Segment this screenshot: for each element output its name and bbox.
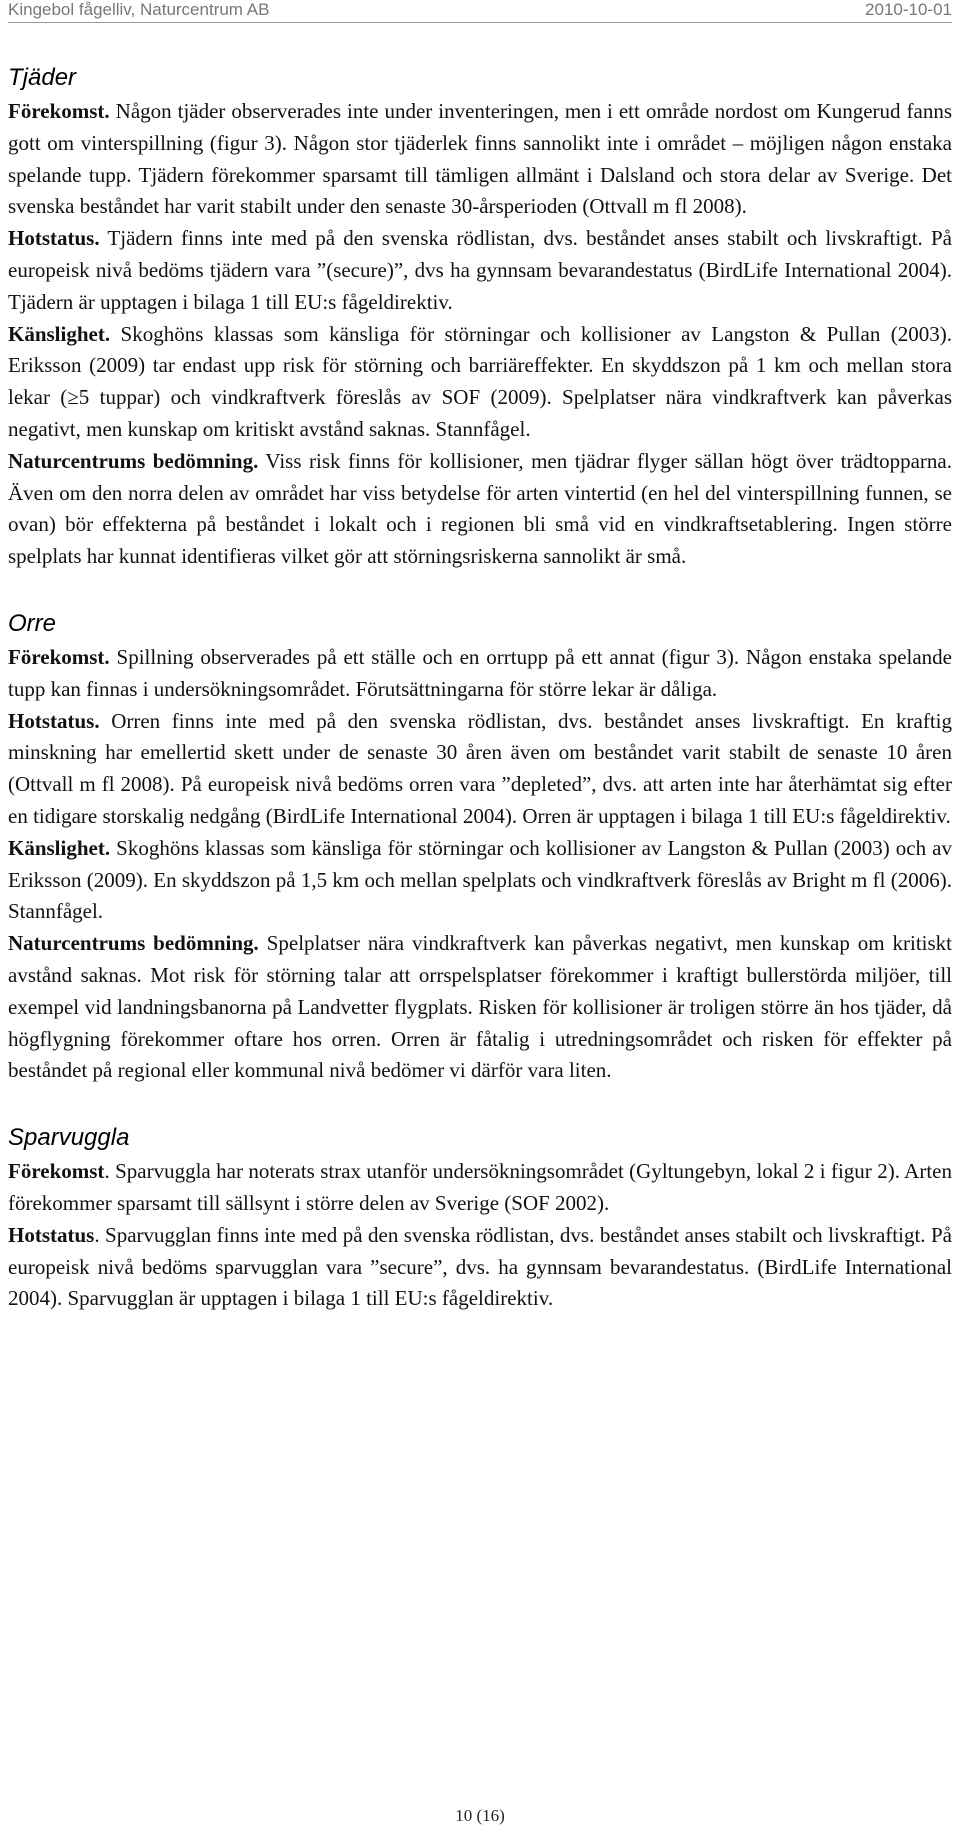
paragraph-label: Förekomst. [8, 99, 110, 123]
paragraph-label: Hotstatus. [8, 708, 100, 733]
paragraph-forekomst [8, 1156, 952, 1220]
document-body [8, 62, 952, 1350]
paragraph-label: Hotstatus. [8, 226, 100, 251]
paragraph-text: . Sparvuggla har noterats strax utanför undersökningsområdet (Gyltungebyn, lokal 2 i figur 2). Arten förekommer sparsamt till sällsynt i större delen av Sverige (SOF 2002). [8, 1159, 952, 1215]
page-header [8, 0, 952, 23]
paragraph-hotstatus [8, 706, 952, 833]
paragraph-text: Spillning observerades på ett ställe och en orrtupp på ett annat (figur 3). Någon enstaka spelande tupp kan finnas i undersökningsområdet. Förutsättningarna för större lekar är dåliga. [8, 644, 952, 701]
paragraph-label: Förekomst. [8, 644, 110, 669]
paragraph-kanslighet [8, 319, 952, 446]
paragraph-text: Tjädern finns inte med på den svenska rödlistan, dvs. beståndet anses stabilt och livskraftigt. På europeisk nivå bedöms tjädern vara ”(secure)”, dvs ha gynnsam bevarandestatus (BirdLife International 2004). Tjädern är upptagen i bilaga 1 till EU:s fågeldirektiv. [8, 226, 952, 314]
paragraph-hotstatus [8, 1220, 952, 1315]
paragraph-hotstatus [8, 223, 952, 318]
paragraph-kanslighet [8, 833, 952, 928]
paragraph-text: Skoghöns klassas som känsliga för störningar och kollisioner av Langston & Pullan (2003) och av Eriksson (2009). En skyddszon på 1,5 km och mellan spelplats och vindkraftverk föreslås av Bright m fl (2006). Stannfågel. [8, 835, 952, 924]
page-number: 10 (16) [455, 1806, 505, 1825]
paragraph-label: Hotstatus [8, 1222, 95, 1247]
section-sparvuggla [8, 1122, 952, 1315]
paragraph-label: Förekomst [8, 1159, 105, 1184]
section-title: Sparvuggla [8, 1124, 130, 1152]
paragraph-label: Naturcentrums bedömning. [8, 931, 259, 956]
paragraph-label: Naturcentrums bedömning. [8, 448, 259, 473]
paragraph-label: Känslighet. [8, 835, 111, 860]
paragraph-text: Spelplatser nära vindkraftverk kan påverkas negativt, men kunskap om kritiskt avstånd saknas. Mot risk för störning talar att orrspelsplatser förekommer i kraftigt bullerstörda miljöer, till exempel vid landningsbanorna på Landvetter flygplats. Risken för kollisioner är troligen större än hos tjäder, då högflygning förekommer oftare hos orren. Orren är fåtalig i utredningsområdet och risken för effekter på beståndet på regional eller kommunal nivå bedömer vi därför vara liten. [8, 931, 952, 1083]
paragraph-forekomst [8, 96, 952, 223]
paragraph-label: Känslighet. [8, 321, 111, 346]
paragraph-forekomst [8, 642, 952, 706]
paragraph-bedomning [8, 446, 952, 573]
section-tjader [8, 62, 952, 573]
paragraph-text: Viss risk finns för kollisioner, men tjädrar flyger sällan högt över trädtopparna. Även om den norra delen av området har viss betydelse för arten vintertid (en hel del vinterspillning funnen, se ovan) bör effekterna på beståndet i lokalt och i regionen bli små vid en vindkraftsetablering. Ingen större spelplats har kunnat identifieras vilket gör att störningsriskerna sannolikt är små. [8, 448, 952, 569]
paragraph-text: Någon tjäder observerades inte under inventeringen, men i ett område nordost om Kungerud fanns gott om vinterspillning (figur 3). Någon stor tjäderlek finns sannolikt inte i området – möjligen någon enstaka spelande tupp. Tjädern förekommer sparsamt till tämligen allmänt i Dalsland och stora delar av Sverige. Det svenska beståndet har varit stabilt under den senaste 30-årsperioden (Ottvall m fl 2008). [8, 99, 952, 219]
paragraph-text: Orren finns inte med på den svenska rödlistan, dvs. beståndet anses livskraftigt. En kraftig minskning har emellertid skett under de senaste 30 åren även om beståndet varit stabilt de senaste 10 åren (Ottvall m fl 2008). På europeisk nivå bedöms orren vara ”depleted”, dvs. att arten inte har återhämtat sig efter en tidigare storskalig nedgång (BirdLife International 2004). Orren är upptagen i bilaga 1 till EU:s fågeldirektiv. [8, 708, 952, 828]
paragraph-bedomning [8, 928, 952, 1087]
section-orre [8, 608, 952, 1087]
header-date: 2010-10-01 [865, 0, 952, 19]
header-title: Kingebol fågelliv, Naturcentrum AB [8, 0, 270, 19]
paragraph-text: . Sparvugglan finns inte med på den svenska rödlistan, dvs. beståndet anses stabilt och livskraftigt. På europeisk nivå bedöms sparvugglan vara ”secure”, dvs. ha gynnsam bevarandestatus. (BirdLife International 2004). Sparvugglan är upptagen i bilaga 1 till EU:s fågeldirektiv. [8, 1222, 952, 1311]
section-title: Orre [8, 609, 56, 637]
paragraph-text: Skoghöns klassas som känsliga för störningar och kollisioner av Langston & Pullan (2003). Eriksson (2009) tar endast upp risk för störning och barriäreffekter. En skyddszon på 1 km och mellan stora lekar (≥5 tuppar) och vindkraftverk föreslås av SOF (2009). Spelplatser nära vindkraftverk kan påverkas negativt, men kunskap om kritiskt avstånd saknas. Stannfågel. [8, 321, 952, 441]
section-title: Tjäder [8, 64, 77, 91]
